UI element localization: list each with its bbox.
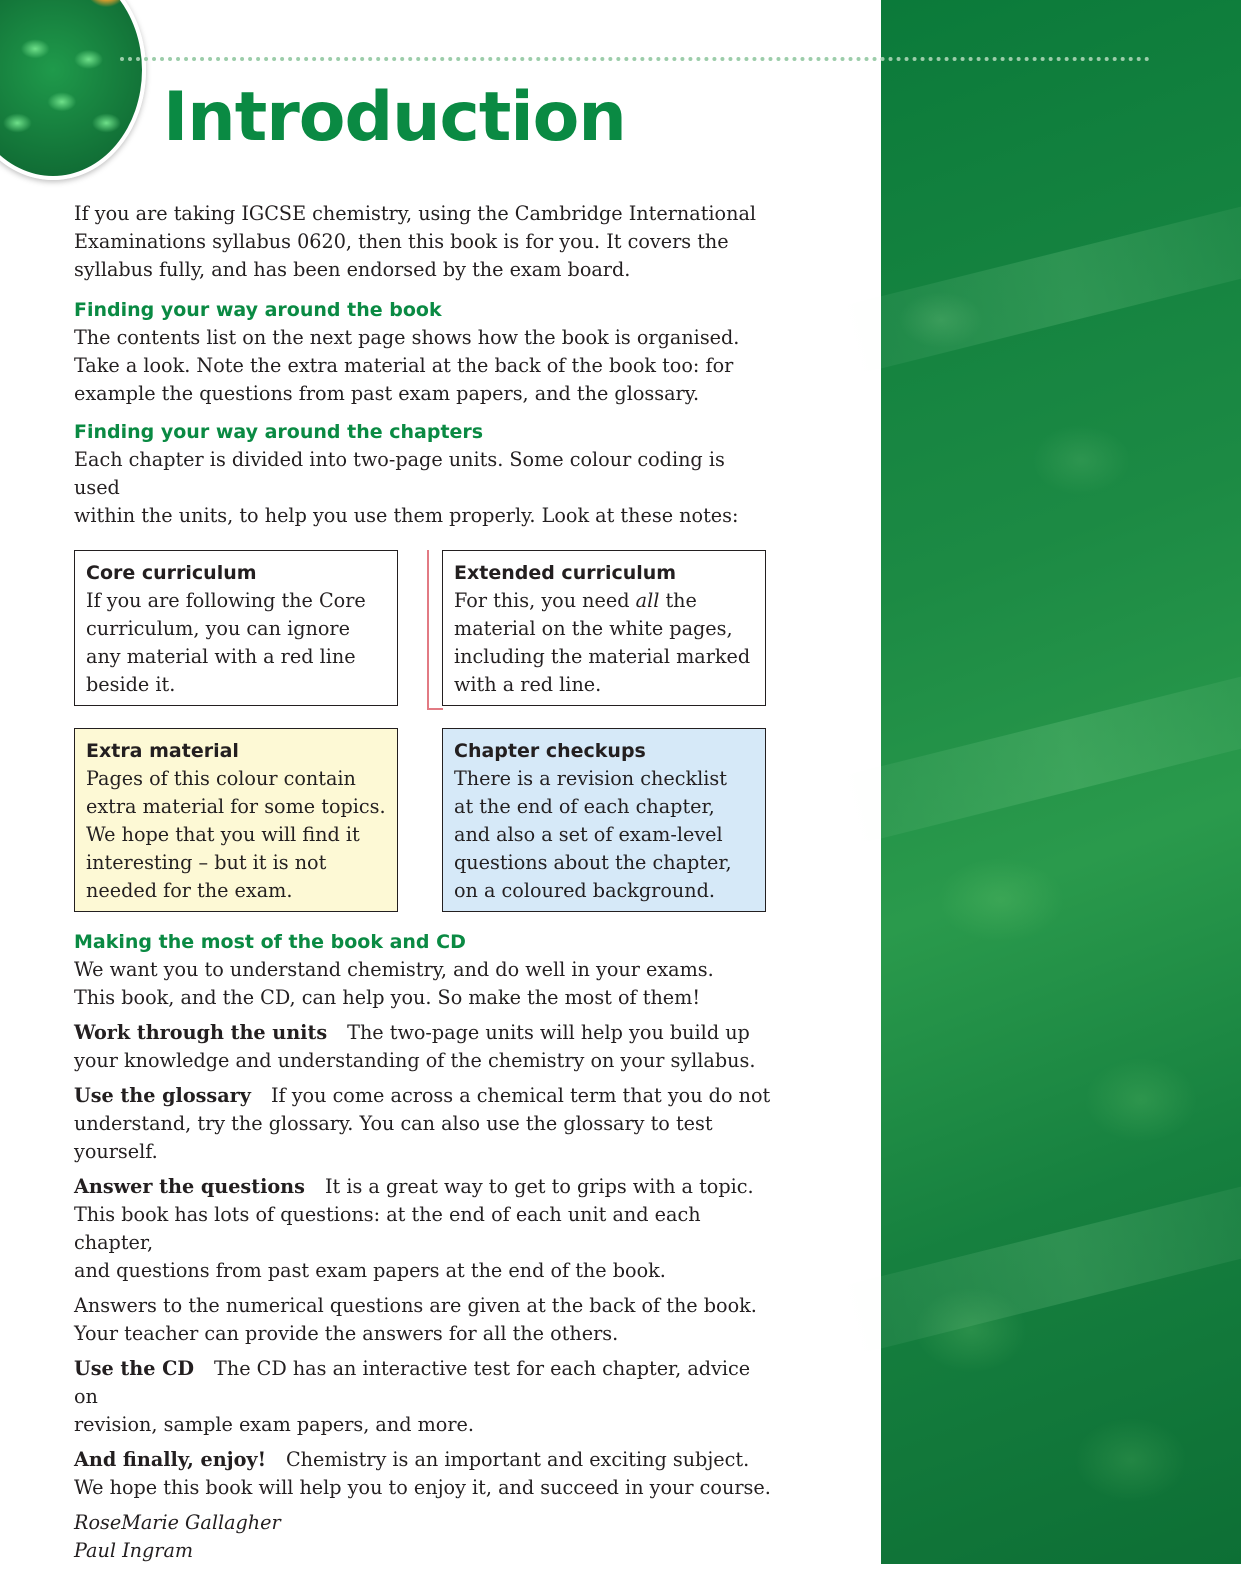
section-text-book: The contents list on the next page shows how the book is organised. Take a look. Note the extra material at the back of the book too: for example the questions from past exam papers, and the glossary. [74,326,740,405]
section-heading-book: Finding your way around the book [74,299,442,321]
tip-lead: Use the glossary [74,1084,251,1107]
tip-paragraph [74,1082,774,1166]
tip-paragraph [74,1019,774,1075]
note-chapter-checkups [442,728,766,912]
colour-coding-notes [74,550,766,910]
tip-text: If you come across a chemical term that you do not understand, try the glossary. You can also use the glossary to test yourself. [74,1084,771,1163]
note-heading: Extra material [86,740,239,762]
note-text: Pages of this colour contain extra material for some topics. We hope that you will find it interesting – but it is not needed for the exam. [86,767,386,902]
note-core-curriculum [74,550,398,706]
note-heading: Core curriculum [86,562,257,584]
note-extra-material [74,728,398,912]
tip-lead: Work through the units [74,1021,328,1044]
section-heading-chapters: Finding your way around the chapters [74,421,484,443]
decorative-side-panel [881,0,1241,1564]
tip-paragraph [74,1173,774,1285]
section-text-chapters: Each chapter is divided into two-page units. Some colour coding is used within the units, to help you use them properly. Look at these notes: [74,448,739,527]
note-heading: Chapter checkups [454,740,646,762]
page-title: Introduction [163,78,626,157]
section-text-most: We want you to understand chemistry, and do well in your exams. This book, and the CD, can help you. So make the most of them! [74,958,714,1009]
dotted-divider [120,57,1150,61]
tip-lead: Use the CD [74,1357,195,1380]
tip-text: It is a great way to get to grips with a topic. This book has lots of questions: at the end of each unit and each chapter, and questions from past exam papers at the end of the book. [74,1175,754,1282]
tip-lead: And finally, enjoy! [74,1448,266,1471]
tip-text: The two-page units will help you build up your knowledge and understanding of the chemistry on your syllabus. [74,1021,756,1072]
tip-lead: Answer the questions [74,1175,305,1198]
section-heading-most: Making the most of the book and CD [74,931,466,953]
tip-text: The CD has an interactive test for each chapter, advice on revision, sample exam papers, and more. [74,1357,751,1436]
authors-signature: RoseMarie Gallagher Paul Ingram [74,1511,281,1562]
tip-paragraph [74,1446,774,1502]
answers-note: Answers to the numerical questions are given at the back of the book. Your teacher can provide the answers for all the others. [74,1294,757,1345]
intro-paragraph: If you are taking IGCSE chemistry, using the Cambridge International Examinations syllabus 0620, then this book is for you. It covers the syllabus fully, and has been endorsed by the exam board. [74,202,757,281]
emphasis: all [635,589,660,612]
tip-paragraph [74,1355,774,1439]
tip-text: Chemistry is an important and exciting subject. We hope this book will help you to enjoy it, and succeed in your course. [74,1448,771,1499]
note-heading: Extended curriculum [454,562,677,584]
corner-photo [0,0,146,180]
note-extended-curriculum [442,550,766,706]
red-line-marker [427,550,443,710]
note-text: There is a revision checklist at the end of each chapter, and also a set of exam-level questions about the chapter, on a coloured background. [454,767,732,902]
note-text: For this, you need all the material on the white pages, including the material marked with a red line. [454,589,751,696]
main-content [74,200,774,1572]
note-text: If you are following the Core curriculum, you can ignore any material with a red line beside it. [86,589,366,696]
